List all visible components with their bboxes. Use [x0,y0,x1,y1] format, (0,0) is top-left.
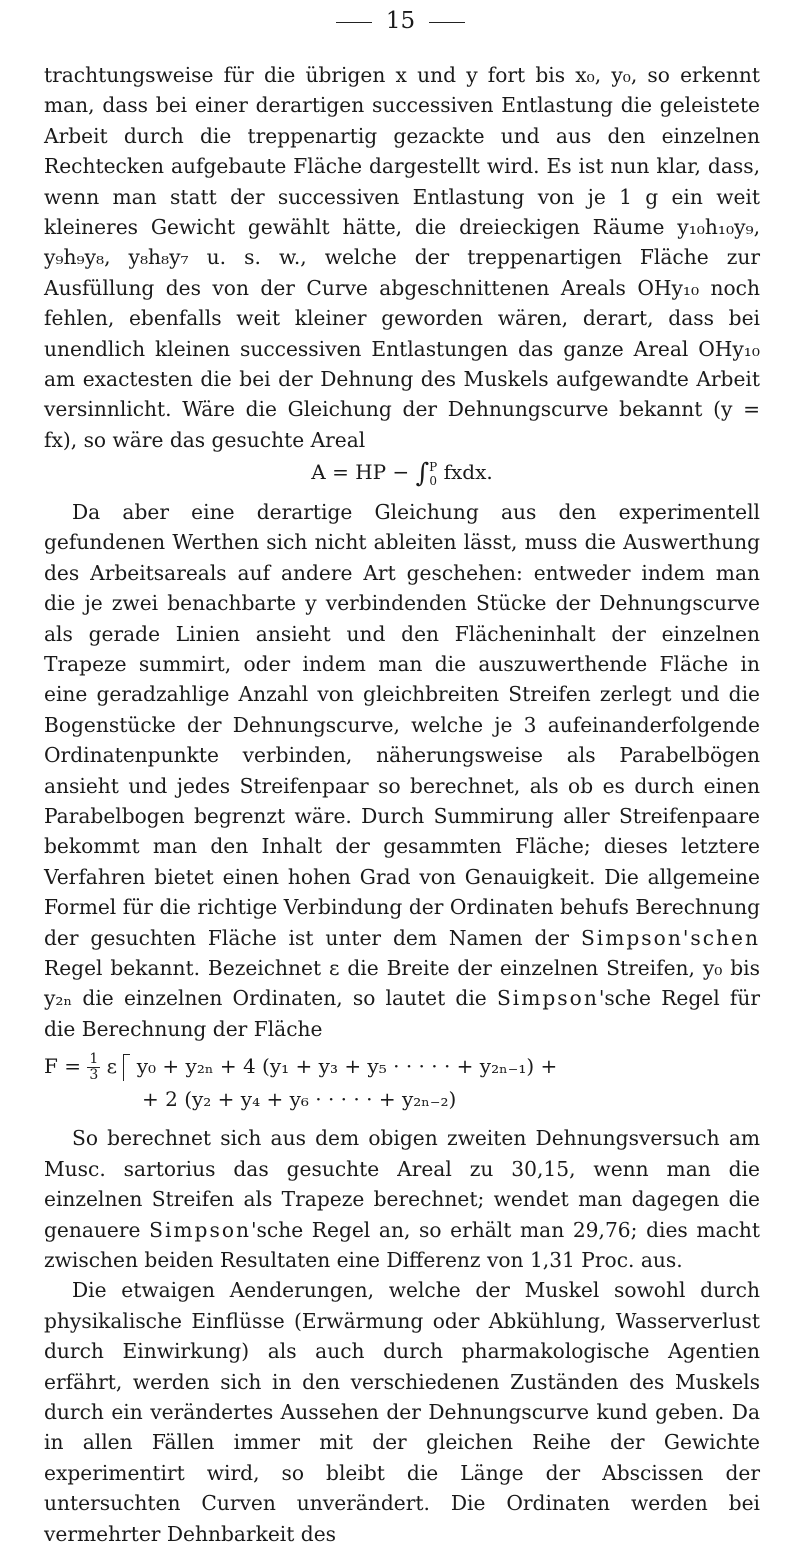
fraction-numerator: 1 [89,1051,99,1068]
paragraph-3-text: Regel bekannt. Bezeichnet ε die Breite der einzelnen Streifen, y₀ bis y₂ₙ die einzelnen Ordinaten, so lautet die [44,956,760,1011]
simpson-name-2: Simpson [496,986,599,1011]
body-text [44,60,760,1549]
simpson-name-3: Simpson [149,1217,251,1242]
integral-limits [429,460,437,488]
paragraph-7: Die etwaigen Aenderungen, welche der Muskel sowohl durch physikalische Einflüsse (Erwärmung oder Abkühlung, Wasserverlust durch Einwirkung) als auch durch pharmakologische Agentien erfährt, werden sich in den verschiedenen Zuständen des Muskels durch ein verändertes Aussehen der Dehnungscurve kund geben. Da in allen Fällen immer mit der gleichen Reihe der Gewichte experimentirt wird, so bleibt die Länge der Abscissen der untersuchten Curven unverändert. Die Ordinaten werden bei vermehrter Dehnbarkeit des [44,1278,760,1546]
epsilon-symbol: ε [106,1054,118,1079]
simpson-formula-row-2 [44,1083,760,1115]
paragraph-5-text: So berechnet sich aus dem obigen zweiten Dehnungsversuch am Musc. sartorius das gesuchte Areal zu 30,15, wenn man die einzelnen Streifen als Trapeze berechnet; wendet man dagegen die genauere [44,1126,760,1242]
integral-icon: ∫ [415,458,430,489]
header-dash-right [429,22,465,23]
area-formula [44,457,760,489]
simpson-formula [44,1050,760,1115]
simpson-formula-line-2: + 2 (y₂ + y₄ + y₆ · · · · · + y₂ₙ₋₂) [142,1087,457,1112]
paragraph-6-text: 'sche Regel an, so erhält man 29,76; dies macht zwischen beiden Resultaten eine Differenz von 1,31 Proc. aus. [44,1217,761,1272]
paragraph-5 [44,1123,760,1275]
bracket-icon [123,1054,130,1081]
page-header [0,8,801,34]
simpson-formula-row-1 [44,1050,760,1083]
paragraph-4-text: 'sche Regel für die Berechnung der Fläche [44,986,760,1041]
page-number: 15 [385,8,416,34]
integral-upper: P [429,459,438,474]
paragraph-1: trachtungsweise für die übrigen x und y fort bis x₀, y₀, so erkennt man, dass bei einer derartigen successiven Entlastung die geleistete Arbeit durch die treppenartig gezackte und aus den einzelnen Rechtecken aufgebaute Fläche dargestellt wird. Es ist nun klar, dass, wenn man statt der successiven Entlastung von je 1 g ein weit kleineres Gewicht gewählt hätte, die dreieckigen Räume y₁₀h₁₀y₉, y₉h₉y₈, y₈h₈y₇ u. s. w., welche der treppenartigen Fläche zur Ausfüllung des von der Curve abgeschnittenen Areals OHy₁₀ noch fehlen, ebenfalls weit kleiner geworden wären, derart, dass bei unendlich kleinen successiven Entlastungen das ganze Areal OHy₁₀ am exactesten die bei der Dehnung des Muskels aufgewandte Arbeit versinnlicht. Wäre die Gleichung der Dehnungscurve bekannt (y = fx), so wäre das gesuchte Areal [44,63,760,452]
simpson-fraction [87,1052,100,1083]
paragraph-2-text: Da aber eine derartige Gleichung aus den experimentell gefundenen Werthen sich nicht ableiten lässt, muss die Auswerthung des Arbeitsareals auf andere Art geschehen: entweder indem man die je zwei benachbarte y verbindenden Stücke der Dehnungscurve als gerade Linien ansieht und den Flächeninhalt der einzelnen Trapeze summirt, oder indem man die auszuwerthende Fläche in eine geradzahlige Anzahl von gleichbreiten Streifen zerlegt und die Bogenstücke der Dehnungscurve, welche je 3 aufeinanderfolgende Ordinatenpunkte verbinden, näherungsweise als Parabelbögen ansieht und jedes Streifenpaar so berechnet, als ob es durch einen Parabelbogen begrenzt wäre. Durch Summirung aller Streifenpaare bekommt man den Inhalt der gesammten Fläche; dieses letztere Verfahren bietet einen hohen Grad von Genauigkeit. Die allgemeine Formel für die richtige Verbindung der Ordinaten behufs Berechnung der gesuchten Fläche ist unter dem Namen der [44,499,760,950]
simpson-name-1: Simpson'schen [580,925,760,950]
simpson-formula-line-1: y₀ + y₂ₙ + 4 (y₁ + y₃ + y₅ · · · · · + y₂ₙ₋₁) + [136,1054,558,1079]
fraction-denominator: 3 [89,1067,99,1084]
area-formula-right: fxdx. [443,460,493,485]
simpson-formula-left: F = [44,1054,81,1079]
paragraph-2 [44,497,760,1044]
area-formula-left: A = HP − [311,460,410,485]
header-dash-left [336,22,372,23]
integral-lower: 0 [429,473,437,488]
